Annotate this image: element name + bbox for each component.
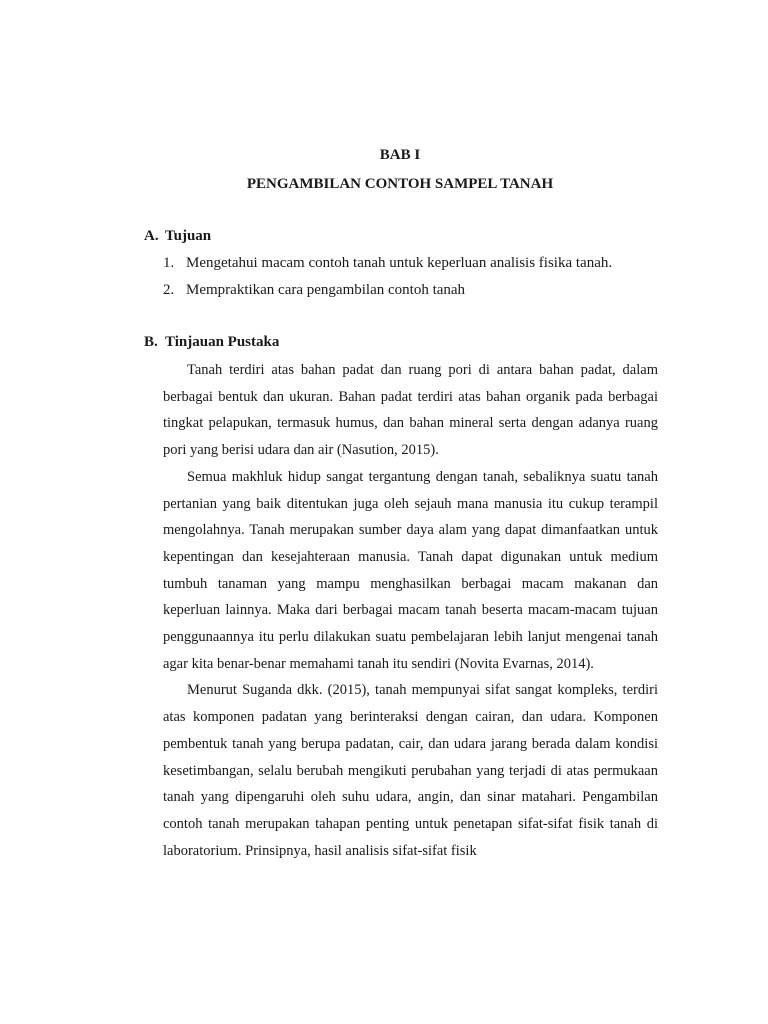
section-title: Tinjauan Pustaka <box>165 334 280 350</box>
paragraph: Semua makhluk hidup sangat tergantung dengan tanah, sebaliknya suatu tanah pertanian yang baik ditentukan juga oleh sejauh mana manusia itu cukup terampil mengolahnya. Tanah merupakan sumber daya alam yang dapat dimanfaatkan untuk kepentingan dan kesejahteraan manusia. Tanah dapat digunakan untuk medium tumbuh tanaman yang mampu menghasilkan berbagai macam makanan dan keperluan lainnya. Maka dari berbagai macam tanah beserta macam-macam tujuan penggunaannya itu perlu dilakukan suatu pembelajaran lebih lanjut mengenai tanah agar kita benar-benar memahami tanah itu sendiri (Novita Evarnas, 2014). <box>163 468 658 672</box>
objectives-list <box>163 253 612 307</box>
list-item-number: 1. <box>163 255 175 271</box>
section-letter: A. <box>144 228 159 244</box>
chapter-title: PENGAMBILAN CONTOH SAMPEL TANAH <box>246 176 554 192</box>
paragraph: Menurut Suganda dkk. (2015), tanah mempunyai sifat sangat kompleks, terdiri atas komponen padatan yang berinteraksi dengan cairan, dan udara. Komponen pembentuk tanah yang berupa padatan, cair, dan udara jarang berada dalam kondisi kesetimbangan, selalu berubah mengikuti perubahan yang terjadi di atas permukaan tanah yang dipengaruhi oleh suhu udara, angin, dan sinar matahari. Pengambilan contoh tanah merupakan tahapan penting untuk penetapan sifat-sifat fisik tanah di laboratorium. Prinsipnya, hasil analisis sifat-sifat fisik <box>163 682 658 859</box>
list-item-text: Mempraktikan cara pengambilan contoh tanah <box>186 282 466 298</box>
list-item-text: Mengetahui macam contoh tanah untuk keperluan analisis fisika tanah. <box>186 255 613 271</box>
list-item-number: 2. <box>163 282 175 298</box>
section-letter: B. <box>144 334 158 350</box>
section-heading-tinjauan-pustaka <box>144 332 279 352</box>
section-title: Tujuan <box>165 228 212 244</box>
list-item <box>163 253 612 280</box>
section-heading-tujuan <box>144 226 211 246</box>
literature-review-body <box>163 357 658 864</box>
list-item <box>163 280 612 307</box>
paragraph: Tanah terdiri atas bahan padat dan ruang pori di antara bahan padat, dalam berbagai bentuk dan ukuran. Bahan padat terdiri atas bahan organik pada berbagai tingkat pelapukan, termasuk humus, dan bahan mineral serta dengan adanya ruang pori yang berisi udara dan air (Nasution, 2015). <box>163 362 658 459</box>
chapter-number: BAB I <box>379 147 421 163</box>
